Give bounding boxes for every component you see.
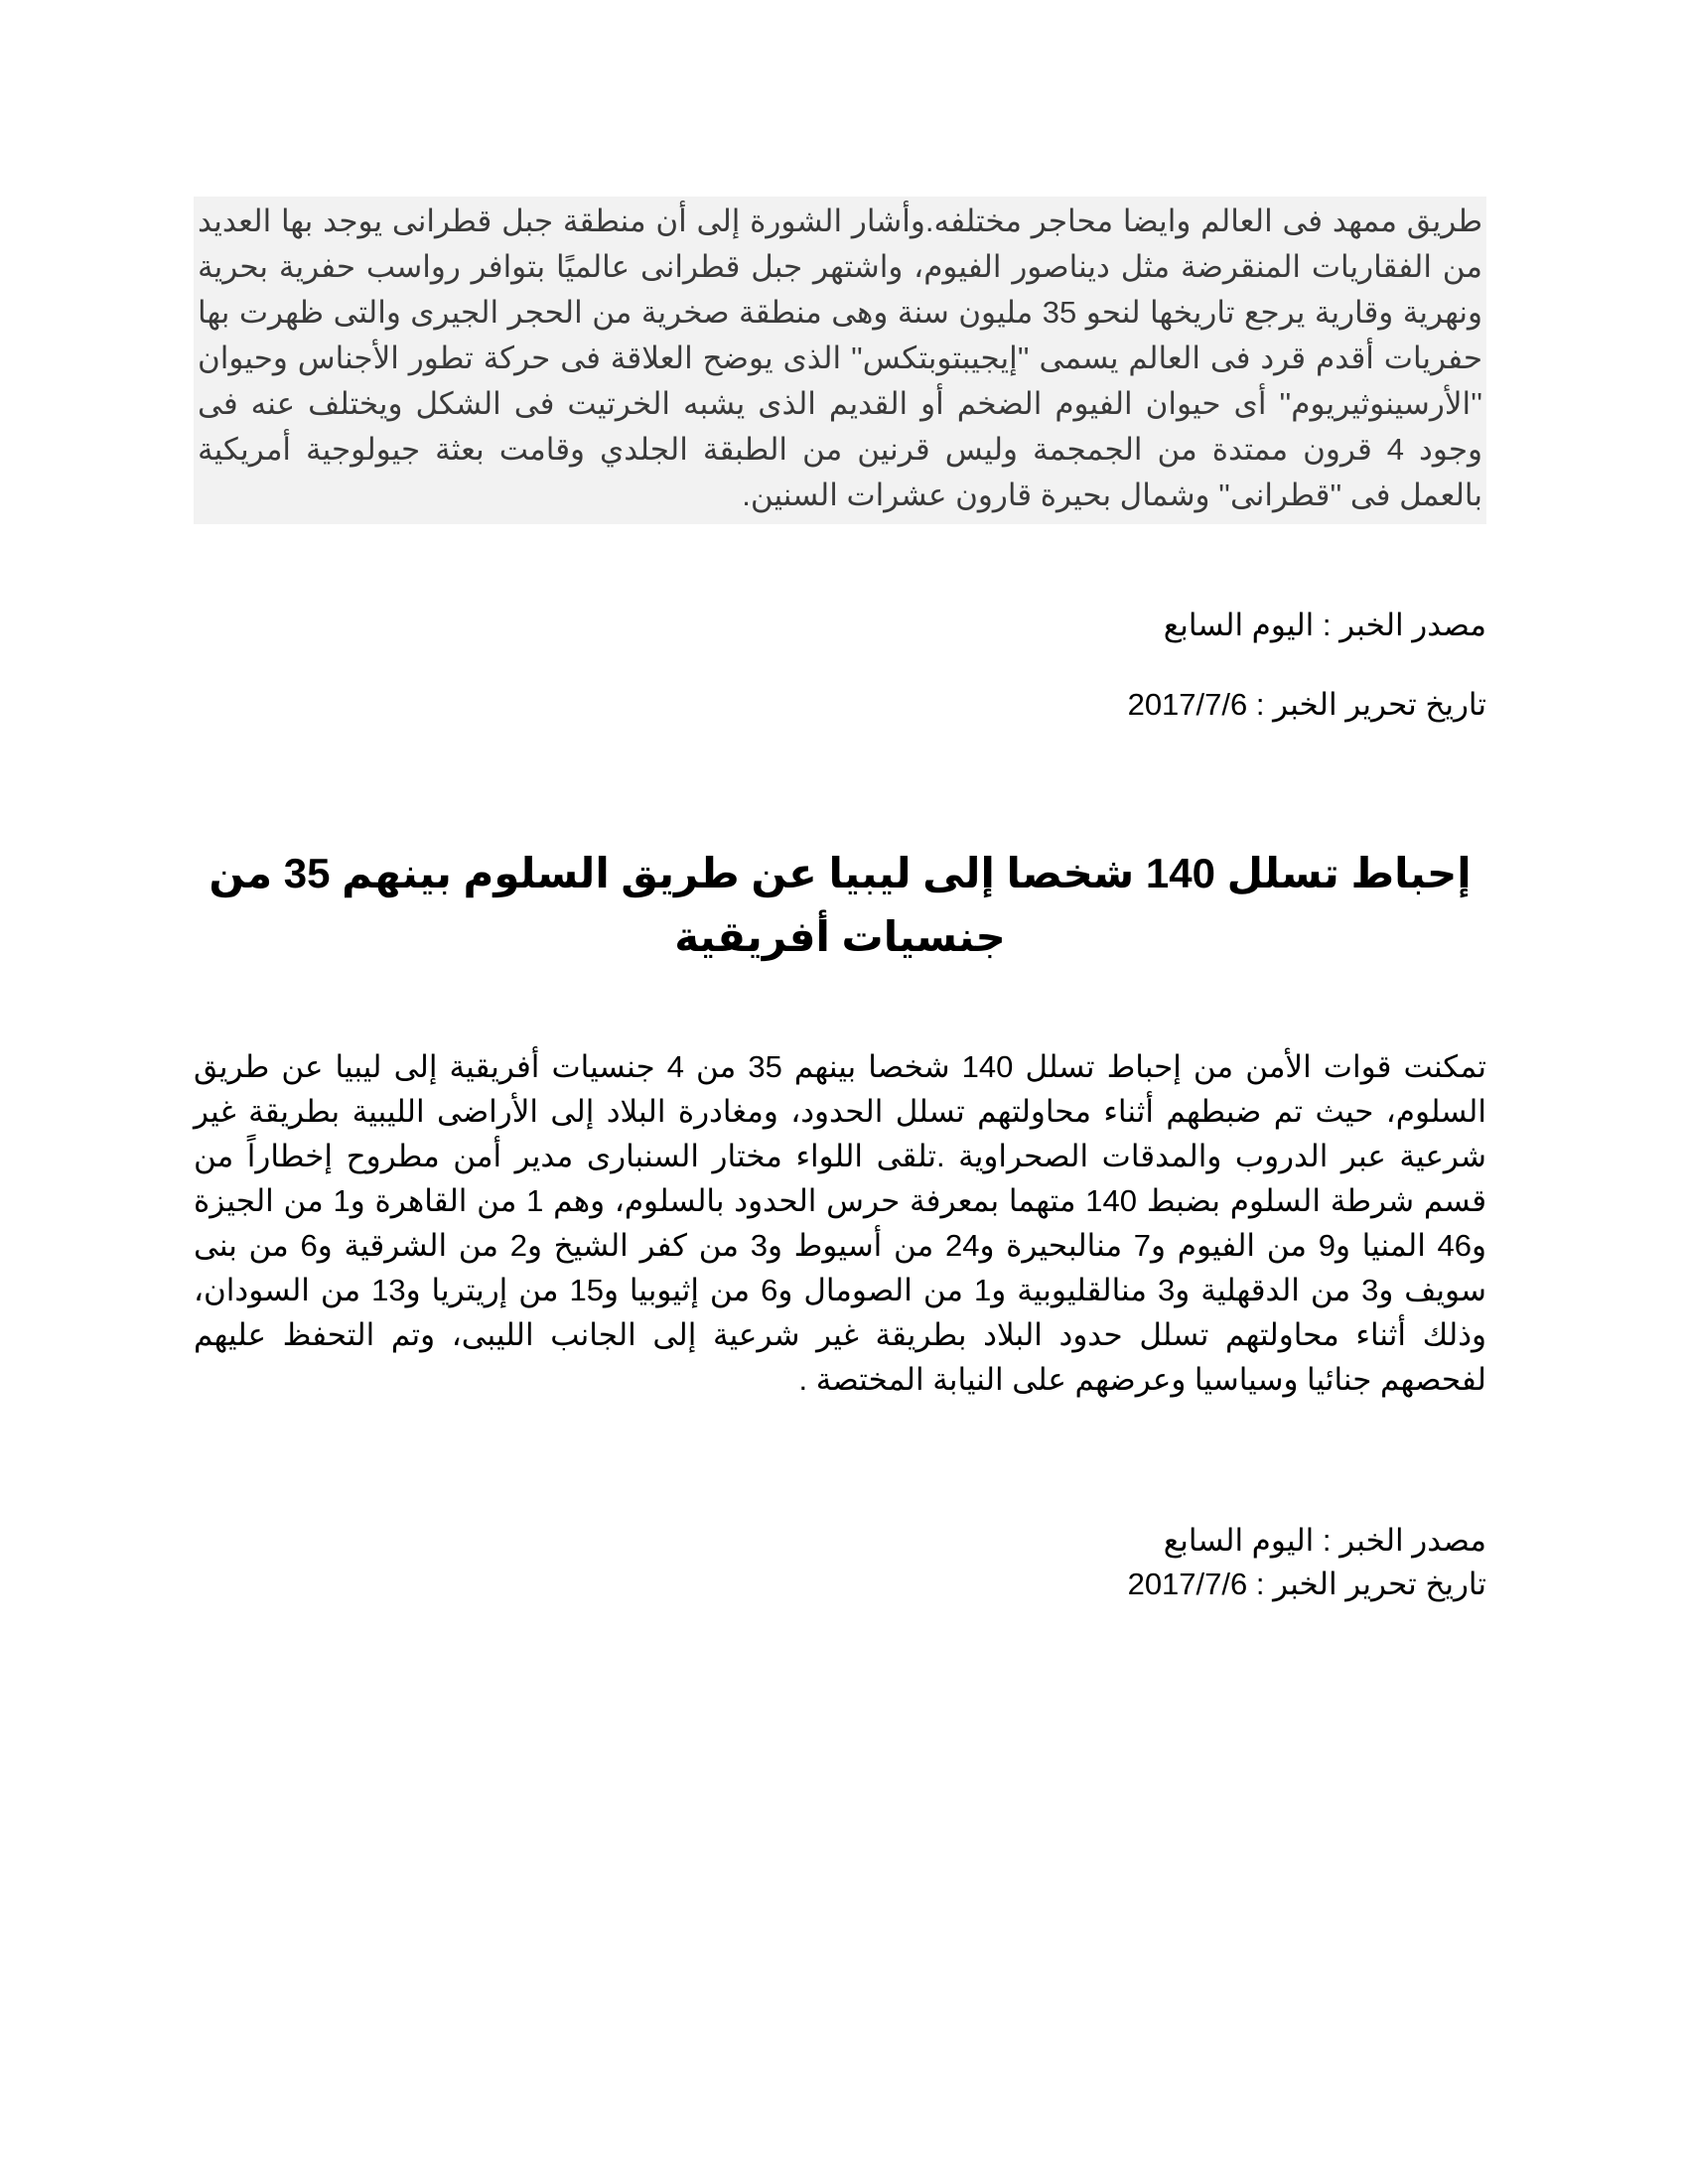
article-date-line: تاريخ تحرير الخبر : 2017/7/6: [1127, 1567, 1486, 1601]
excerpt-paragraph: طريق ممهد فى العالم وايضا محاجر مختلفه.وأشار الشورة إلى أن منطقة جبل قطرانى يوجد بها العديد من الفقاريات المنقرضة مثل ديناصور الفيوم، واشتهر جبل قطرانى عالميًا بتوافر رواسب حفرية بحرية ونهرية وقارية يرجع تاريخها لنحو 35 مليون سنة وهى منطقة صخرية من الحجر الجيرى والتى ظهرت بها حفريات أقدم قرد فى العالم يسمى ''إيجيبتوبتكس'' الذى يوضح العلاقة فى حركة تطور الأجناس وحيوان ''الأرسينوثيريوم'' أى حيوان الفيوم الضخم أو القديم الذى يشبه الخرتيت فى الشكل ويختلف عنه فى وجود 4 قرون ممتدة من الجمجمة وليس قرنين من الطبقة الجلدي وقامت بعثة جيولوجية أمريكية بالعمل فى ''قطرانى'' وشمال بحيرة قارون عشرات السنين.: [198, 204, 1482, 512]
news-source-line: مصدر الخبر : اليوم السابع: [1163, 608, 1486, 642]
article-body: تمكنت قوات الأمن من إحباط تسلل 140 شخصا بينهم 35 من 4 جنسيات أفريقية إلى ليبيا عن طريق السلوم، حيث تم ضبطهم أثناء محاولتهم تسلل الحدود، ومغادرة البلاد إلى الأراضى الليبية بطريقة غير شرعية عبر الدروب والمدقات الصحراوية .تلقى اللواء مختار السنبارى مدير أمن مطروح إخطاراً من قسم شرطة السلوم بضبط 140 متهما بمعرفة حرس الحدود بالسلوم، وهم 1 من القاهرة و1 من الجيزة و46 المنيا و9 من الفيوم و7 منالبحيرة و24 من أسيوط و3 من كفر الشيخ و2 من الشرقية و6 من بنى سويف و3 من الدقهلية و3 منالقليوبية و1 من الصومال و6 من إثيوبيا و15 من إريتريا و13 من السودان، وذلك أثناء محاولتهم تسلل حدود البلاد بطريقة غير شرعية إلى الجانب الليبى، وتم التحفظ عليهم لفحصهم جنائيا وسياسيا وعرضهم على النيابة المختصة .: [194, 1049, 1487, 1397]
excerpt-block: [194, 197, 1486, 524]
news-date-line: تاريخ تحرير الخبر : 2017/7/6: [1127, 687, 1486, 722]
article-source-line: مصدر الخبر : اليوم السابع: [1163, 1523, 1486, 1558]
article-headline: إحباط تسلل 140 شخصا إلى ليبيا عن طريق السلوم بينهم 35 من جنسيات أفريقية: [209, 850, 1472, 960]
